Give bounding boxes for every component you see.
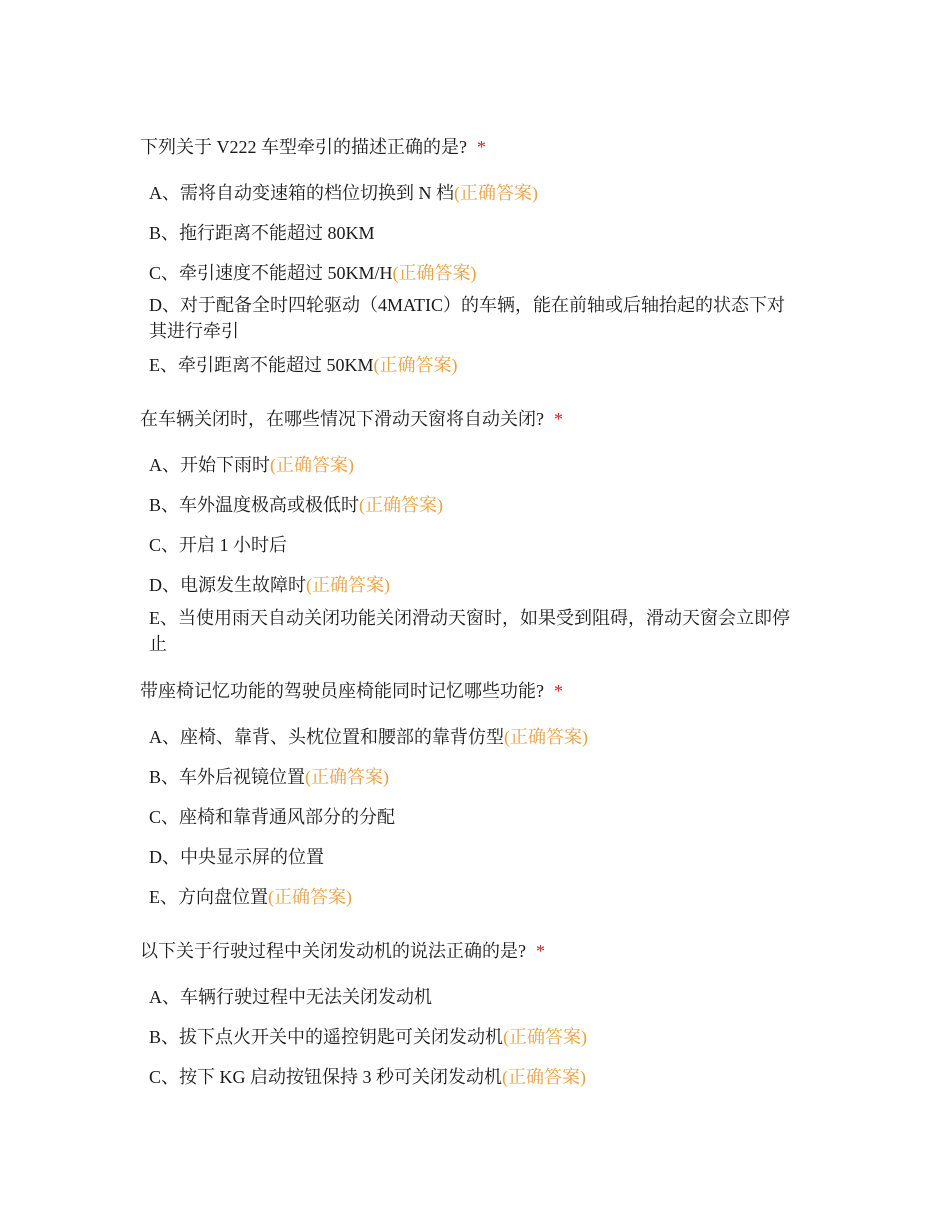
option-text: B、拖行距离不能超过 80KM [149,223,375,243]
correct-answer-tag: (正确答案) [268,887,352,907]
option-text: B、车外后视镜位置 [149,767,306,787]
question-title [140,939,820,963]
option-a [140,724,799,750]
option-text: A、车辆行驶过程中无法关闭发动机 [149,987,432,1007]
question-1 [140,135,820,375]
option-text: D、对于配备全时四轮驱动（4MATIC）的车辆，能在前轴或后轴抬起的状态下对其进行牵引 [149,295,785,341]
option-e [140,352,799,378]
option-c [140,532,799,558]
correct-answer-tag: (正确答案) [504,727,588,747]
option-d [140,572,799,598]
option-text: B、拔下点火开关中的遥控钥匙可关闭发动机 [149,1027,504,1047]
correct-answer-tag: (正确答案) [373,355,458,375]
option-text: E、当使用雨天自动关闭功能关闭滑动天窗时，如果受到阻碍，滑动天窗会立即停止 [149,608,790,654]
option-text: C、座椅和靠背通风部分的分配 [149,807,396,827]
option-text: D、电源发生故障时 [149,575,306,595]
correct-answer-tag: (正确答案) [502,1067,587,1087]
question-title-text: 下列关于 V222 车型牵引的描述正确的是? [140,137,467,157]
option-e [140,605,799,657]
option-c [140,260,799,286]
option-text: B、车外温度极高或极低时 [149,495,360,515]
option-text: A、开始下雨时 [149,455,270,475]
question-3 [140,679,820,907]
option-b [140,1024,799,1050]
option-a [140,452,799,478]
option-a [140,984,799,1010]
option-text: A、座椅、靠背、头枕位置和腰部的靠背仿型 [149,727,504,747]
correct-answer-tag: (正确答案) [359,495,444,515]
option-c [140,1064,799,1090]
option-c [140,804,799,830]
option-text: A、需将自动变速箱的档位切换到 N 档 [149,183,454,203]
option-a [140,180,799,206]
required-star: * [536,941,545,961]
required-star: * [554,409,563,429]
correct-answer-tag: (正确答案) [306,575,390,595]
correct-answer-tag: (正确答案) [270,455,354,475]
correct-answer-tag: (正确答案) [392,263,477,283]
option-b [140,492,799,518]
question-title-text: 带座椅记忆功能的驾驶员座椅能同时记忆哪些功能? [140,681,544,701]
option-text: C、牵引速度不能超过 50KM/H [149,263,393,283]
question-title-text: 以下关于行驶过程中关闭发动机的说法正确的是? [140,941,526,961]
required-star: * [477,137,486,157]
question-2 [140,407,820,654]
required-star: * [554,681,563,701]
option-text: C、按下 KG 启动按钮保持 3 秒可关闭发动机 [149,1067,503,1087]
option-text: E、方向盘位置 [149,887,268,907]
question-title-text: 在车辆关闭时，在哪些情况下滑动天窗将自动关闭? [140,409,544,429]
option-text: C、开启 1 小时后 [149,535,288,555]
option-e [140,884,799,910]
option-text: D、中央显示屏的位置 [149,847,324,867]
correct-answer-tag: (正确答案) [454,183,538,203]
correct-answer-tag: (正确答案) [503,1027,588,1047]
option-d [140,844,799,870]
option-text: E、牵引距离不能超过 50KM [149,355,374,375]
option-b [140,220,799,246]
option-d [140,292,799,344]
question-title [140,679,820,703]
question-title [140,135,820,159]
correct-answer-tag: (正确答案) [305,767,390,787]
option-b [140,764,799,790]
question-4 [140,939,820,1087]
question-title [140,407,820,431]
